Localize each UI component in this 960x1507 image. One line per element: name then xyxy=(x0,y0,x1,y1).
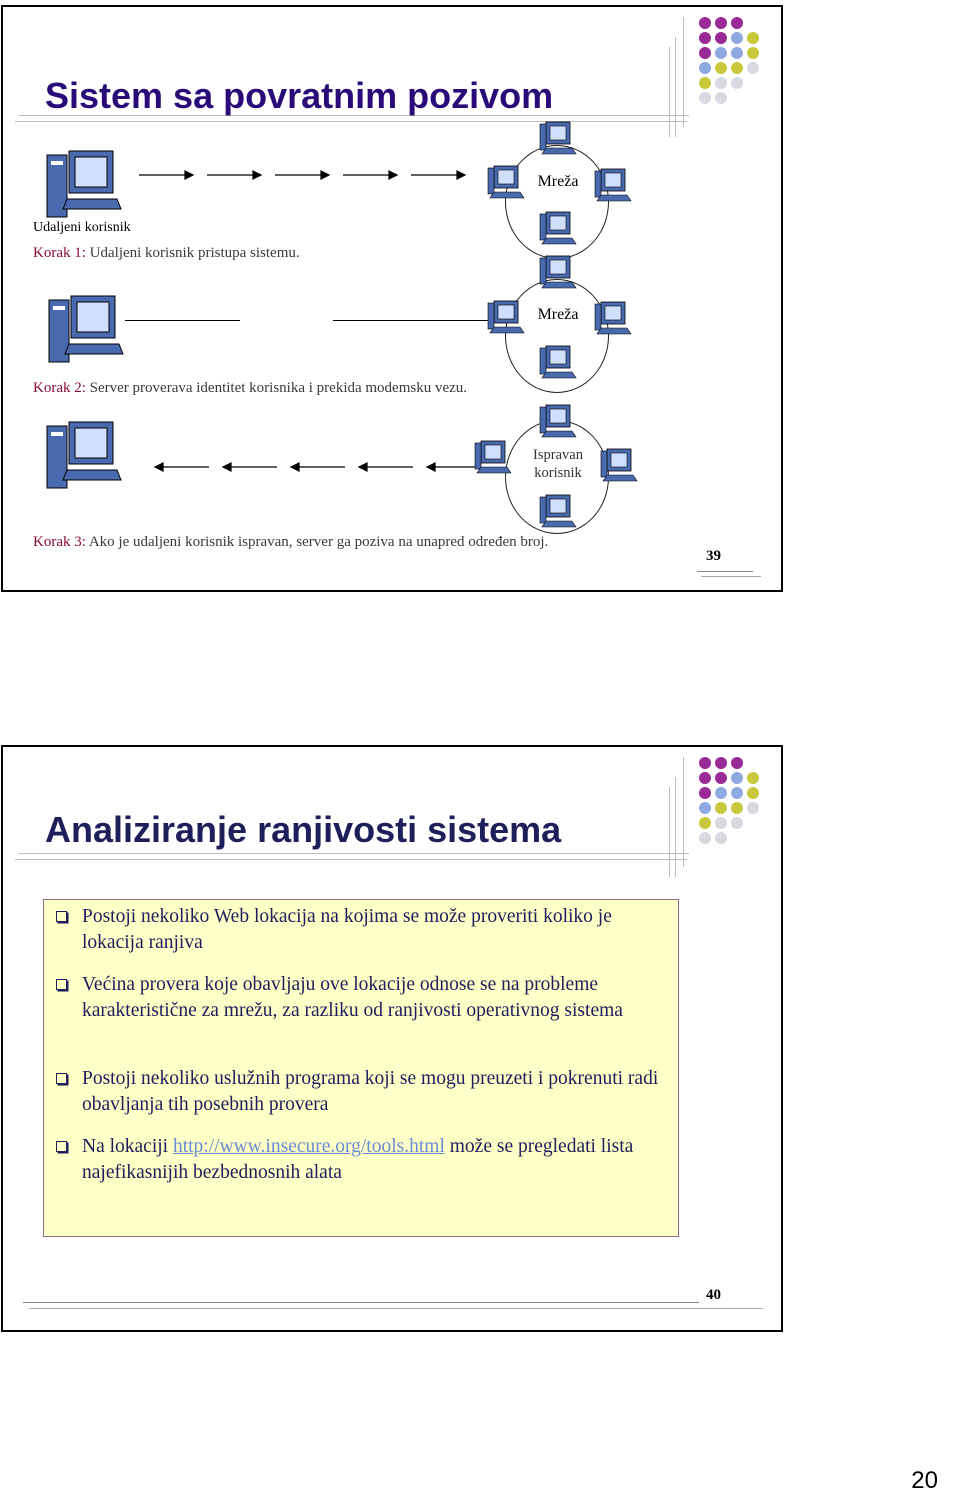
step-2-text: Server proverava identitet korisnika i prekida modemsku vezu. xyxy=(89,380,468,396)
slide-title: Analiziranje ranjivosti sistema xyxy=(45,809,562,850)
decor-dot xyxy=(731,32,743,44)
step-2 xyxy=(33,380,467,397)
step-1-label: Korak 1: xyxy=(33,245,86,261)
document-page-number: 20 xyxy=(911,1467,938,1494)
decor-dot xyxy=(715,32,727,44)
square-bullet-icon xyxy=(56,1073,67,1084)
decor-dot xyxy=(731,77,743,89)
decor-dot xyxy=(699,77,711,89)
slide-number: 39 xyxy=(706,548,721,564)
step-1-text: Udaljeni korisnik pristupa sistemu. xyxy=(89,245,300,261)
verified-user-label: Ispravan korisnik xyxy=(533,447,583,481)
footer-line xyxy=(697,571,753,572)
decor-dot xyxy=(747,787,759,799)
decor-dot xyxy=(747,47,759,59)
decor-dot xyxy=(731,787,743,799)
network-computer-icon xyxy=(538,254,578,294)
network-computer-icon xyxy=(538,120,578,160)
footer-line xyxy=(23,1302,699,1303)
square-bullet-icon xyxy=(56,979,67,990)
network-computer-icon xyxy=(538,344,578,384)
decor-dot xyxy=(699,832,711,844)
network-computer-icon xyxy=(486,299,526,339)
arrow-right-row xyxy=(137,165,487,185)
decor-dot xyxy=(715,757,727,769)
decor-dot xyxy=(731,802,743,814)
network-computer-icon xyxy=(538,493,578,533)
decor-dot xyxy=(715,92,727,104)
decor-dot xyxy=(715,787,727,799)
decor-dot xyxy=(715,802,727,814)
decor-dot xyxy=(747,772,759,784)
broken-connection-line xyxy=(333,320,503,321)
network-computer-icon xyxy=(538,210,578,250)
decor-dot xyxy=(699,772,711,784)
decor-line xyxy=(15,859,687,860)
remote-computer-icon xyxy=(43,149,123,221)
slide-title: Sistem sa povratnim pozivom xyxy=(45,75,554,116)
decor-dot xyxy=(715,817,727,829)
decor-dot xyxy=(715,47,727,59)
square-bullet-icon xyxy=(56,1141,67,1152)
decor-dot xyxy=(699,787,711,799)
decor-dot xyxy=(747,62,759,74)
insecure-tools-link[interactable]: http://www.insecure.org/tools.html xyxy=(172,1136,445,1157)
decor-dot xyxy=(731,772,743,784)
decor-dot xyxy=(699,757,711,769)
decor-line xyxy=(683,17,684,127)
decor-dot xyxy=(731,47,743,59)
footer-line xyxy=(29,1308,763,1309)
network-computer-icon xyxy=(486,164,526,204)
decor-dot xyxy=(715,62,727,74)
decor-dot xyxy=(699,32,711,44)
decor-line xyxy=(683,757,684,867)
decor-dot xyxy=(715,77,727,89)
bullet-text: Većina provera koje obavljaju ove lokacije odnose se na probleme karakteristične za mrežu, za razliku od ranjivosti operativnog sistema xyxy=(82,974,623,1021)
step-1 xyxy=(33,245,300,262)
decor-dot xyxy=(699,817,711,829)
decor-dot xyxy=(699,47,711,59)
content-box xyxy=(43,899,679,1237)
bullet-text-part: može se pregledati lista najefikasnijih bezbednosnih alata xyxy=(82,1136,634,1183)
decor-dot xyxy=(715,772,727,784)
decor-dot xyxy=(731,62,743,74)
network-label: Mreža xyxy=(537,306,579,323)
step-3-label: Korak 3: xyxy=(33,534,86,550)
decor-line xyxy=(675,37,676,137)
decor-dot xyxy=(699,17,711,29)
network-computer-icon xyxy=(538,403,578,443)
decor-dot xyxy=(731,757,743,769)
network-computer-icon xyxy=(599,447,639,487)
decor-dot xyxy=(747,802,759,814)
decor-line xyxy=(669,47,670,137)
decor-line xyxy=(675,777,676,877)
slide-number: 40 xyxy=(706,1287,721,1303)
network-computer-icon xyxy=(473,439,513,479)
decor-line xyxy=(19,853,689,854)
bullet-text-part: Na lokaciji xyxy=(82,1136,173,1157)
step-2-label: Korak 2: xyxy=(33,380,86,396)
bullet-text: Postoji nekoliko uslužnih programa koji se mogu preuzeti i pokrenuti radi obavljanja tih posebnih provera xyxy=(82,1068,659,1115)
decor-dot xyxy=(715,17,727,29)
decor-dot xyxy=(731,17,743,29)
decor-line xyxy=(669,787,670,877)
slide-40 xyxy=(1,745,783,1332)
arrow-left-row xyxy=(153,457,483,477)
broken-connection-line xyxy=(125,320,240,321)
decor-dot xyxy=(699,62,711,74)
network-computer-icon xyxy=(593,167,633,207)
decor-line xyxy=(15,121,687,122)
remote-computer-icon xyxy=(43,420,123,492)
network-computer-icon xyxy=(593,300,633,340)
bullet-text: Postoji nekoliko Web lokacija na kojima se može proveriti koliko je lokacija ranjiva xyxy=(82,906,612,953)
slide-39 xyxy=(1,5,783,592)
decor-dot xyxy=(747,32,759,44)
square-bullet-icon xyxy=(56,911,67,922)
bullet-text xyxy=(82,1134,672,1186)
step-3 xyxy=(33,534,548,551)
remote-user-label: Udaljeni korisnik xyxy=(33,220,131,235)
decor-dot xyxy=(731,817,743,829)
remote-computer-icon xyxy=(45,294,125,366)
decor-dot xyxy=(699,802,711,814)
footer-line xyxy=(701,576,761,577)
step-3-text: Ako je udaljeni korisnik ispravan, server ga poziva na unapred određen broj. xyxy=(88,534,549,550)
decor-dot xyxy=(715,832,727,844)
network-label: Mreža xyxy=(537,173,579,190)
decor-dot xyxy=(699,92,711,104)
